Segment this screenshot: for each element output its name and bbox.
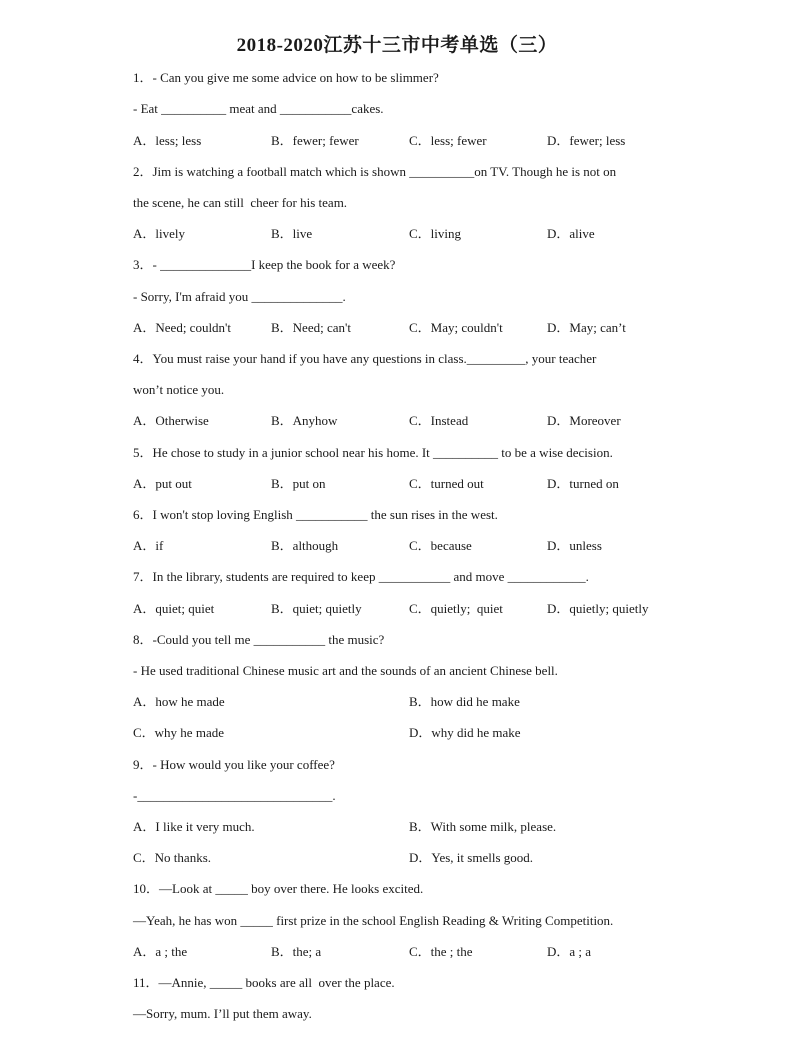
question-8-option-b[interactable]: B．how did he make [409, 694, 520, 709]
question-4-stem: 4．You must raise your hand if you have any questions in class._________, your teacher [133, 351, 597, 366]
question-6-option-b[interactable]: B．although [271, 538, 339, 553]
question-4-option-d[interactable]: D．Moreover [547, 413, 621, 428]
question-1-option-d[interactable]: D．fewer; less [547, 133, 626, 148]
question-2-option-c[interactable]: C．living [409, 226, 462, 241]
question-9-option-a[interactable]: A．I like it very much. [133, 819, 255, 834]
question-10-option-a[interactable]: A．a ; the [133, 944, 188, 959]
question-2-stem-2: the scene, he can still cheer for his team. [133, 195, 348, 210]
question-10-option-b[interactable]: B．the; a [271, 944, 322, 959]
question-6-option-c[interactable]: C．because [409, 538, 472, 553]
question-9-option-c[interactable]: C．No thanks. [133, 850, 212, 865]
question-4-option-c[interactable]: C．Instead [409, 413, 469, 428]
question-8-stem-2: - He used traditional Chinese music art and the sounds of an ancient Chinese bell. [133, 663, 558, 678]
question-8-option-c[interactable]: C．why he made [133, 725, 224, 740]
question-1-option-b[interactable]: B．fewer; fewer [271, 133, 359, 148]
page-title: 2018-2020江苏十三市中考单选（三） [236, 35, 558, 56]
question-3-stem: 3．- ______________I keep the book for a week? [133, 257, 396, 272]
question-2-option-a[interactable]: A．lively [133, 226, 185, 241]
question-3-option-c[interactable]: C．May; couldn't [409, 320, 503, 335]
question-10-option-d[interactable]: D．a ; a [547, 944, 592, 959]
question-3-option-b[interactable]: B．Need; can't [271, 320, 351, 335]
question-9-option-d[interactable]: D．Yes, it smells good. [409, 850, 534, 865]
question-5-option-b[interactable]: B．put on [271, 476, 326, 491]
question-9-stem: 9．- How would you like your coffee? [133, 757, 335, 772]
question-1-option-a[interactable]: A．less; less [133, 133, 202, 148]
question-5-option-a[interactable]: A．put out [133, 476, 192, 491]
question-10-stem: 10．—Look at _____ boy over there. He looks excited. [133, 881, 424, 896]
question-8-stem: 8．-Could you tell me ___________ the music? [133, 632, 385, 647]
question-7-option-c[interactable]: C．quietly; quiet [409, 601, 503, 616]
question-3-option-d[interactable]: D．May; can’t [547, 320, 626, 335]
question-5-option-d[interactable]: D．turned on [547, 476, 619, 491]
question-3-option-a[interactable]: A．Need; couldn't [133, 320, 232, 335]
question-2-option-b[interactable]: B．live [271, 226, 313, 241]
question-2-stem: 2．Jim is watching a football match which is shown __________on TV. Though he is not on [133, 164, 617, 179]
question-1-stem: 1．- Can you give me some advice on how to be slimmer? [133, 70, 439, 85]
question-7-option-a[interactable]: A．quiet; quiet [133, 601, 215, 616]
question-7-option-b[interactable]: B．quiet; quietly [271, 601, 362, 616]
question-6-stem: 6．I won't stop loving English ___________ the sun rises in the west. [133, 507, 498, 522]
question-9-stem-2: -______________________________. [133, 788, 336, 803]
question-11-stem: 11．—Annie, _____ books are all over the place. [133, 975, 395, 990]
question-1-stem-2: - Eat __________ meat and ___________cakes. [133, 101, 384, 116]
question-6-option-a[interactable]: A．if [133, 538, 164, 553]
question-4-option-a[interactable]: A．Otherwise [133, 413, 209, 428]
question-4-option-b[interactable]: B．Anyhow [271, 413, 338, 428]
question-5-stem: 5．He chose to study in a junior school near his home. It __________ to be a wise decision. [133, 445, 613, 460]
question-5-option-c[interactable]: C．turned out [409, 476, 484, 491]
question-7-stem: 7．In the library, students are required to keep ___________ and move ____________. [133, 569, 589, 584]
question-1-option-c[interactable]: C．less; fewer [409, 133, 487, 148]
question-4-stem-2: won’t notice you. [133, 382, 225, 397]
question-8-option-a[interactable]: A．how he made [133, 694, 225, 709]
question-7-option-d[interactable]: D．quietly; quietly [547, 601, 649, 616]
question-6-option-d[interactable]: D．unless [547, 538, 602, 553]
question-3-stem-2: - Sorry, I'm afraid you ______________. [133, 289, 346, 304]
question-8-option-d[interactable]: D．why did he make [409, 725, 521, 740]
question-10-stem-2: —Yeah, he has won _____ first prize in the school English Reading & Writing Competition. [133, 913, 614, 928]
question-11-stem-2: —Sorry, mum. I’ll put them away. [133, 1006, 312, 1021]
question-9-option-b[interactable]: B．With some milk, please. [409, 819, 557, 834]
question-10-option-c[interactable]: C．the ; the [409, 944, 473, 959]
question-2-option-d[interactable]: D．alive [547, 226, 595, 241]
